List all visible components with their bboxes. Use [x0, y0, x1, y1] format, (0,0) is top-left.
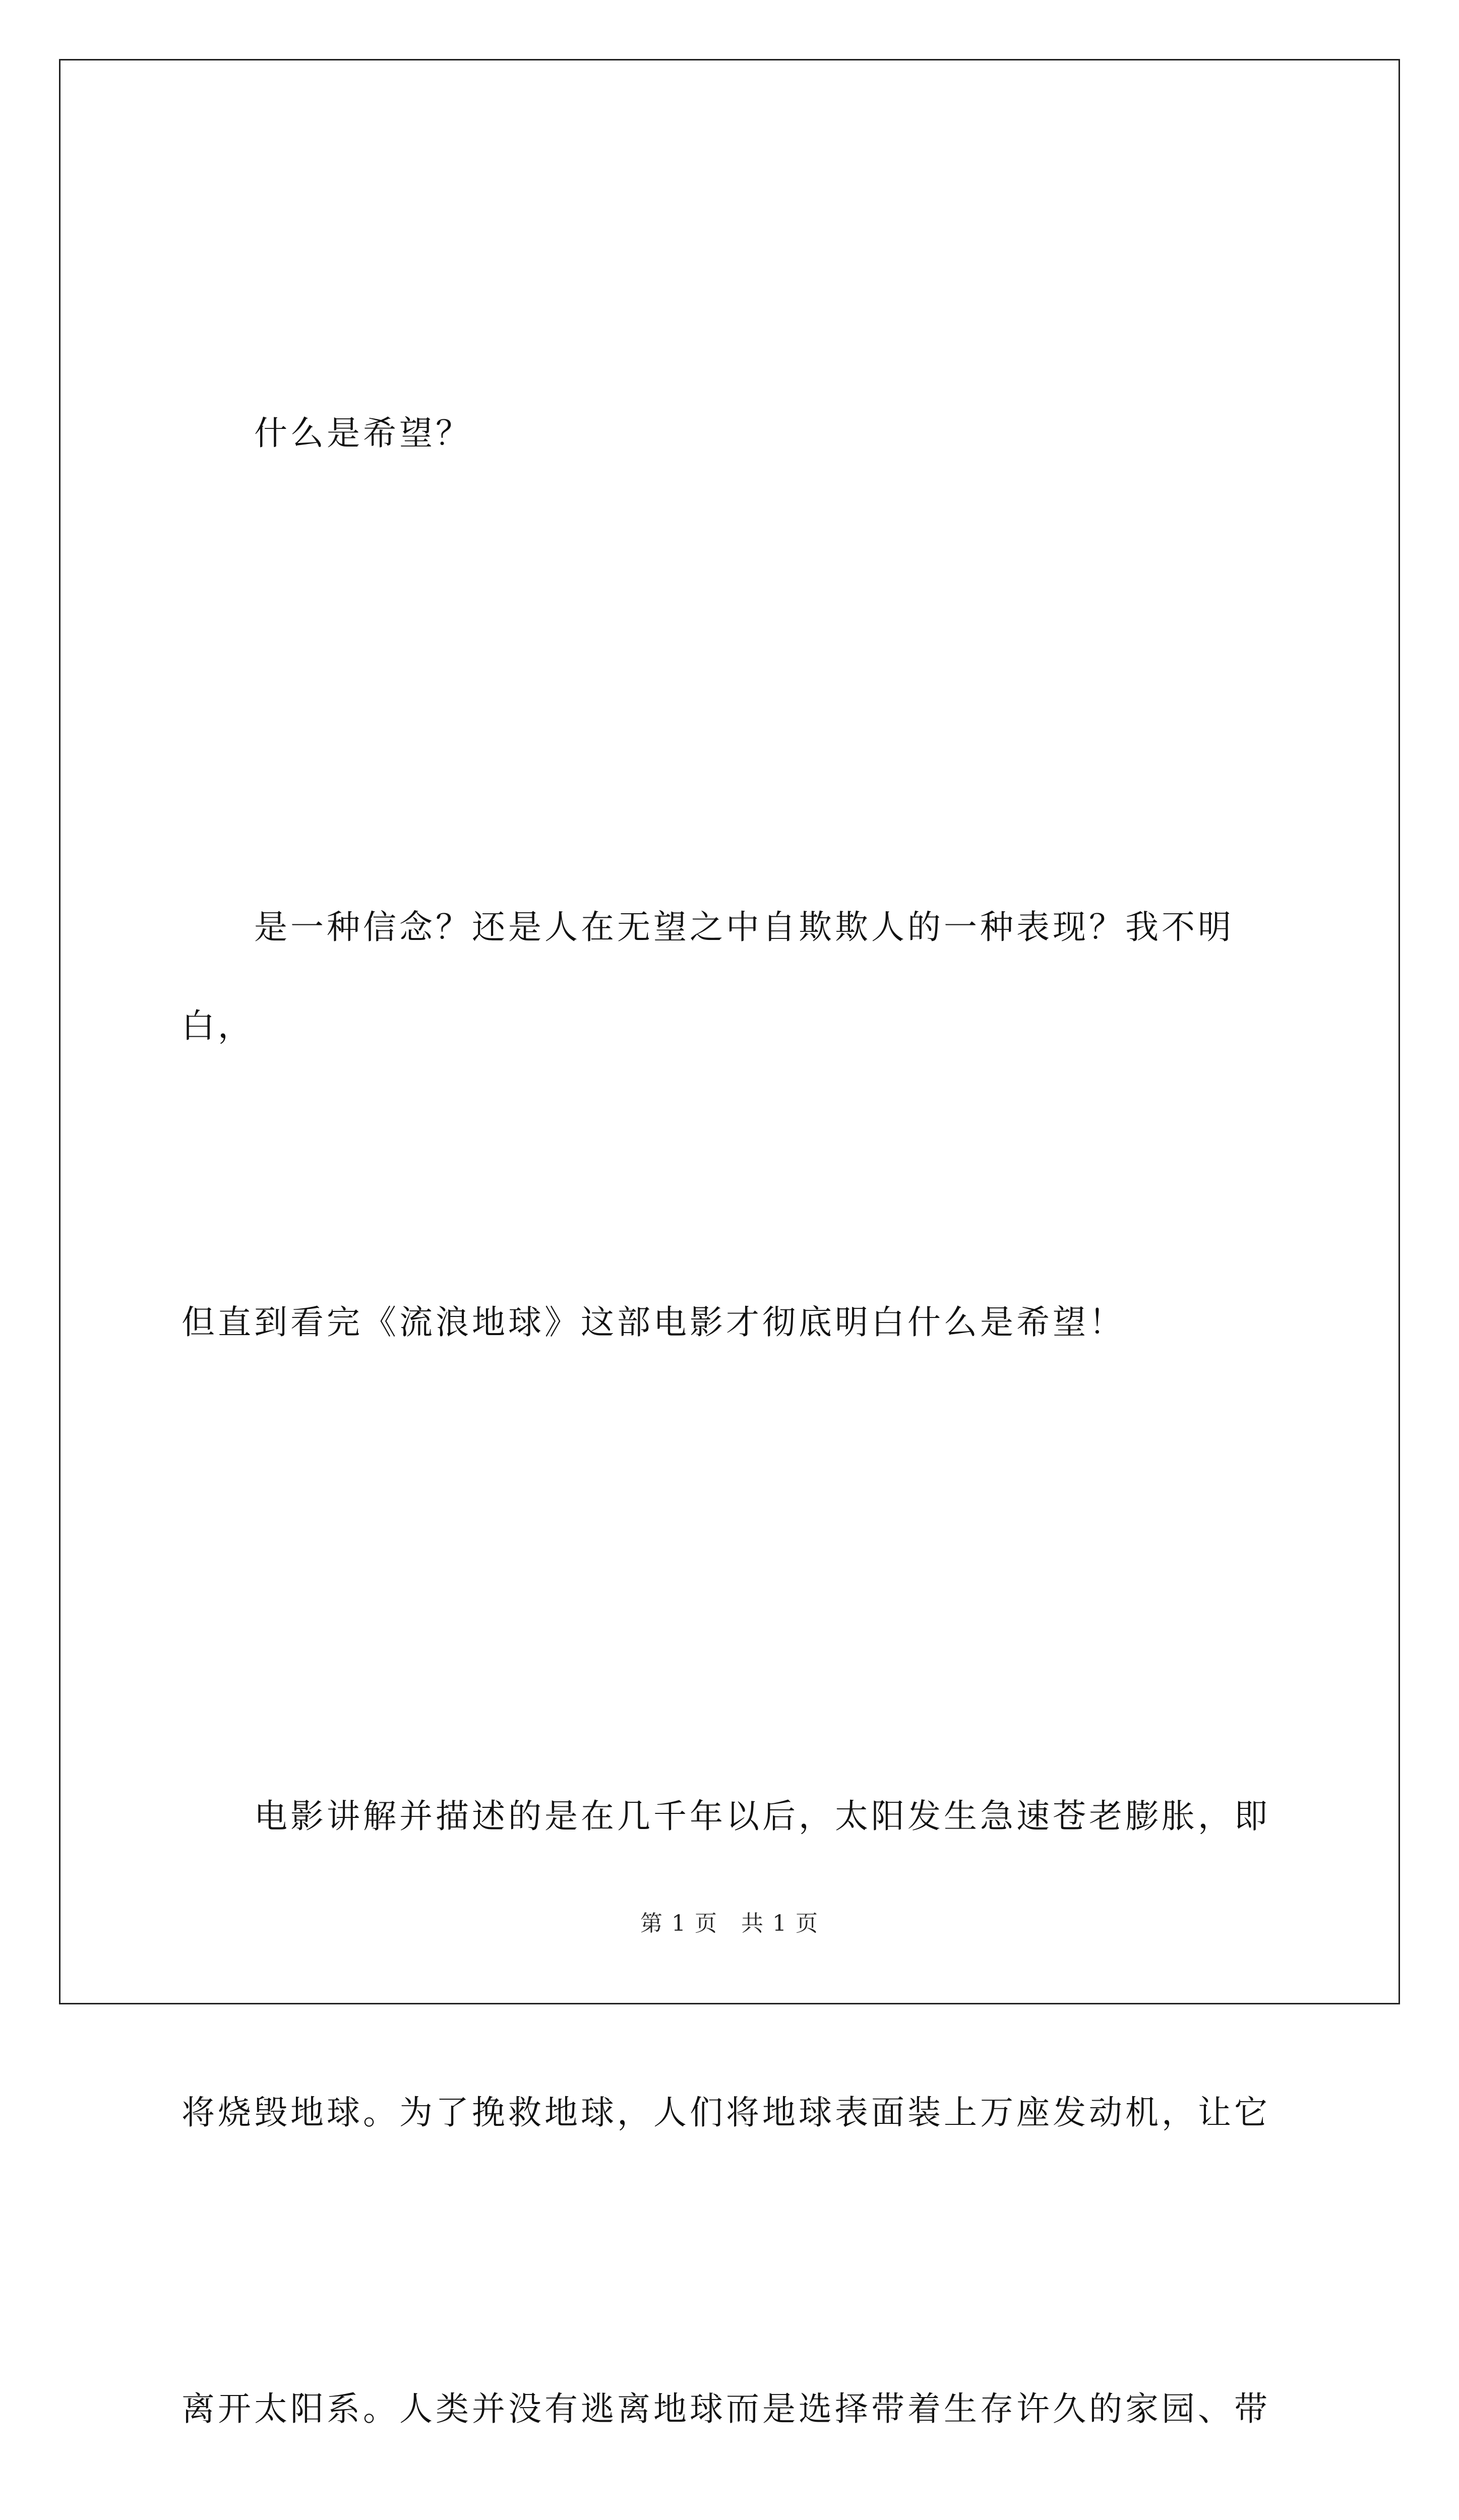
- text-line: 但直到看完《流浪地球》这部电影才彻底明白什么是希望！: [181, 1303, 1125, 1342]
- paragraph-plot: [181, 1569, 1286, 2520]
- text-line: 电影讲解并描述的是在几千年以后，太阳发生急速苍老膨胀，即: [254, 1797, 1270, 1836]
- text-line: 离开太阳系。人类并没有逃离地球而是选择带着生存许久的家园、带: [181, 2389, 1270, 2428]
- text-line: 什么是希望？: [254, 414, 472, 453]
- paragraph-intro: [181, 680, 1286, 1569]
- paragraph-question: [181, 186, 1286, 680]
- text-line: 将烧毁地球。为了挽救地球，人们将地球表面装上万座发动机，让它: [181, 2093, 1270, 2132]
- document-body: [181, 186, 1286, 2520]
- page-footer: 第 1 页 共 1 页: [640, 1911, 819, 1936]
- text-line: 是一种信念？还是人在无望之中自欺欺人的一种表现？我不明白，: [181, 908, 1234, 1045]
